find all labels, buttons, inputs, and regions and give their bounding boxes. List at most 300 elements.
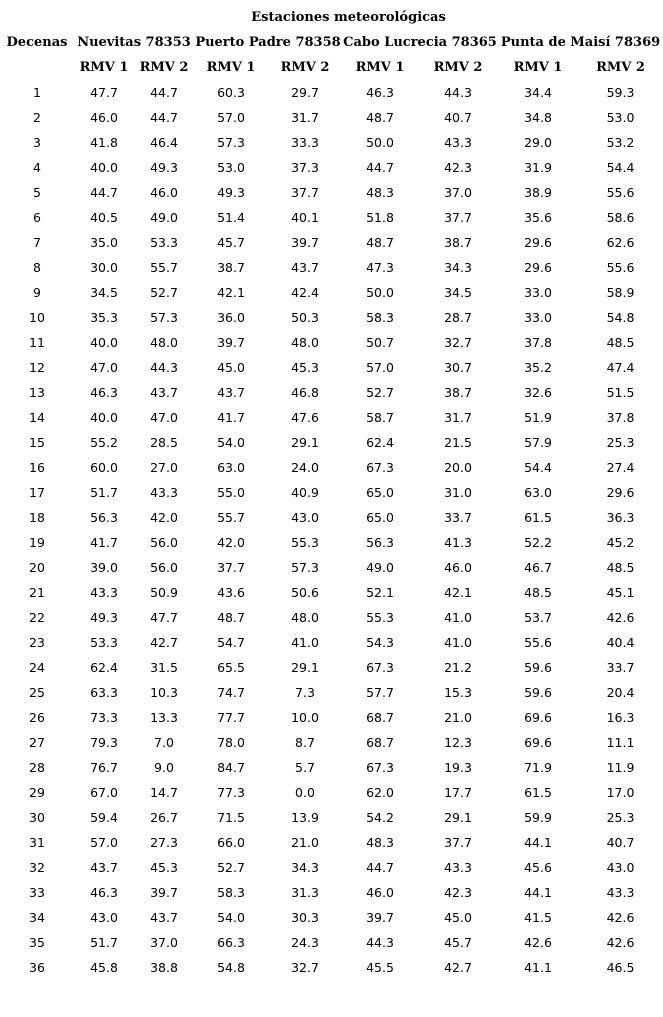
value-cell: 50.7: [366, 335, 394, 350]
value-cell: 45.0: [217, 360, 245, 375]
sub-header-row: [0, 55, 663, 80]
sub-header-rmv: RMV 1: [355, 60, 405, 75]
table-row: [0, 705, 663, 730]
table-row: [0, 805, 663, 830]
station-header-punta-de-maisi: Punta de Maisí 78369: [500, 35, 661, 50]
value-cell: 54.2: [366, 810, 394, 825]
station-header-cabo-lucrecia: Cabo Lucrecia 78365: [343, 35, 497, 50]
decena-number-cell: 27: [29, 735, 45, 750]
value-cell: 62.4: [366, 435, 394, 450]
value-cell: 40.7: [444, 110, 472, 125]
decena-number-cell: 19: [29, 535, 45, 550]
table-row: [0, 730, 663, 755]
value-cell: 31.9: [524, 160, 552, 175]
value-cell: 53.0: [606, 110, 635, 125]
decena-number-cell: 21: [29, 585, 45, 600]
value-cell: 42.1: [444, 585, 472, 600]
value-cell: 43.6: [217, 585, 245, 600]
value-cell: 39.7: [291, 235, 319, 250]
value-cell: 39.0: [90, 560, 118, 575]
decena-number-cell: 25: [29, 685, 45, 700]
value-cell: 44.7: [150, 85, 178, 100]
value-cell: 54.8: [217, 960, 245, 975]
sub-header-rmv: RMV 1: [206, 60, 256, 75]
table-row: [0, 505, 663, 530]
value-cell: 39.7: [217, 335, 245, 350]
value-cell: 43.3: [444, 135, 472, 150]
decena-number-cell: 23: [29, 635, 45, 650]
value-cell: 33.3: [291, 135, 319, 150]
value-cell: 67.3: [366, 760, 394, 775]
table-row: [0, 155, 663, 180]
decena-number-cell: 1: [33, 85, 41, 100]
value-cell: 66.3: [217, 935, 245, 950]
value-cell: 52.7: [150, 285, 178, 300]
value-cell: 27.4: [606, 460, 635, 475]
value-cell: 55.7: [150, 260, 178, 275]
value-cell: 20.4: [606, 685, 635, 700]
value-cell: 44.1: [524, 885, 552, 900]
value-cell: 65.5: [217, 660, 245, 675]
value-cell: 10.0: [291, 710, 319, 725]
table-row: [0, 355, 663, 380]
value-cell: 33.7: [606, 660, 635, 675]
value-cell: 58.3: [217, 885, 245, 900]
value-cell: 40.7: [606, 835, 635, 850]
value-cell: 44.1: [524, 835, 552, 850]
value-cell: 63.3: [90, 685, 118, 700]
value-cell: 56.3: [90, 510, 118, 525]
value-cell: 37.8: [606, 410, 635, 425]
value-cell: 33.0: [524, 310, 552, 325]
value-cell: 74.7: [217, 685, 245, 700]
value-cell: 62.6: [606, 235, 635, 250]
decena-number-cell: 29: [29, 785, 45, 800]
value-cell: 48.7: [217, 610, 245, 625]
value-cell: 58.9: [606, 285, 635, 300]
value-cell: 57.7: [366, 685, 394, 700]
value-cell: 37.7: [217, 560, 245, 575]
value-cell: 61.5: [524, 510, 552, 525]
value-cell: 63.0: [524, 485, 552, 500]
value-cell: 54.4: [606, 160, 635, 175]
value-cell: 54.8: [606, 310, 635, 325]
value-cell: 43.3: [90, 585, 118, 600]
value-cell: 50.3: [291, 310, 319, 325]
value-cell: 56.0: [150, 535, 178, 550]
value-cell: 66.0: [217, 835, 245, 850]
table-row: [0, 955, 663, 980]
value-cell: 42.1: [217, 285, 245, 300]
value-cell: 45.2: [606, 535, 635, 550]
value-cell: 51.9: [524, 410, 552, 425]
value-cell: 50.9: [150, 585, 178, 600]
value-cell: 79.3: [90, 735, 118, 750]
value-cell: 31.5: [150, 660, 178, 675]
decena-number-cell: 12: [29, 360, 45, 375]
table-row: [0, 230, 663, 255]
value-cell: 43.3: [150, 485, 178, 500]
value-cell: 54.0: [217, 910, 245, 925]
value-cell: 31.3: [291, 885, 319, 900]
value-cell: 38.8: [150, 960, 178, 975]
title-row: [0, 5, 663, 30]
decena-number-cell: 30: [29, 810, 45, 825]
table-row: [0, 530, 663, 555]
value-cell: 10.3: [150, 685, 178, 700]
decena-number-cell: 15: [29, 435, 45, 450]
value-cell: 40.0: [90, 160, 118, 175]
value-cell: 55.6: [606, 185, 635, 200]
decena-number-cell: 26: [29, 710, 45, 725]
decena-number-cell: 13: [29, 385, 45, 400]
value-cell: 35.3: [90, 310, 118, 325]
value-cell: 29.1: [444, 810, 472, 825]
decena-number-cell: 11: [29, 335, 45, 350]
decena-number-cell: 32: [29, 860, 45, 875]
station-header-row: [0, 30, 663, 55]
value-cell: 37.7: [444, 210, 472, 225]
value-cell: 53.2: [606, 135, 635, 150]
decenas-header: Decenas: [6, 35, 68, 50]
value-cell: 43.7: [150, 385, 178, 400]
value-cell: 35.6: [524, 210, 552, 225]
table-row: [0, 780, 663, 805]
value-cell: 30.0: [90, 260, 118, 275]
decena-number-cell: 28: [29, 760, 45, 775]
value-cell: 59.4: [90, 810, 118, 825]
value-cell: 29.1: [291, 660, 319, 675]
value-cell: 47.7: [90, 85, 118, 100]
value-cell: 54.4: [524, 460, 552, 475]
table-row: [0, 305, 663, 330]
weather-stations-table: [0, 5, 663, 980]
value-cell: 14.7: [150, 785, 178, 800]
value-cell: 34.3: [291, 860, 319, 875]
value-cell: 17.7: [444, 785, 472, 800]
value-cell: 42.3: [444, 160, 472, 175]
value-cell: 45.8: [90, 960, 118, 975]
value-cell: 78.0: [217, 735, 245, 750]
value-cell: 52.2: [524, 535, 552, 550]
value-cell: 57.0: [217, 110, 245, 125]
value-cell: 55.3: [366, 610, 394, 625]
value-cell: 50.6: [291, 585, 319, 600]
value-cell: 59.6: [524, 685, 552, 700]
value-cell: 42.0: [217, 535, 245, 550]
value-cell: 30.7: [444, 360, 472, 375]
value-cell: 41.5: [524, 910, 552, 925]
value-cell: 41.1: [524, 960, 552, 975]
value-cell: 56.3: [366, 535, 394, 550]
value-cell: 41.0: [444, 635, 472, 650]
table-row: [0, 680, 663, 705]
value-cell: 27.3: [150, 835, 178, 850]
decena-number-cell: 6: [33, 210, 41, 225]
value-cell: 21.0: [291, 835, 319, 850]
value-cell: 13.3: [150, 710, 178, 725]
value-cell: 52.7: [366, 385, 394, 400]
value-cell: 44.3: [366, 935, 394, 950]
value-cell: 44.7: [366, 160, 394, 175]
value-cell: 44.7: [90, 185, 118, 200]
value-cell: 39.7: [366, 910, 394, 925]
value-cell: 31.7: [444, 410, 472, 425]
value-cell: 60.0: [90, 460, 118, 475]
value-cell: 0.0: [295, 785, 315, 800]
value-cell: 48.5: [606, 335, 635, 350]
value-cell: 43.3: [606, 885, 635, 900]
value-cell: 41.8: [90, 135, 118, 150]
value-cell: 47.3: [366, 260, 394, 275]
table-row: [0, 655, 663, 680]
value-cell: 55.3: [291, 535, 319, 550]
value-cell: 46.3: [366, 85, 394, 100]
value-cell: 49.3: [217, 185, 245, 200]
value-cell: 44.7: [366, 860, 394, 875]
value-cell: 37.7: [444, 835, 472, 850]
value-cell: 13.9: [291, 810, 319, 825]
value-cell: 52.7: [217, 860, 245, 875]
value-cell: 55.7: [217, 510, 245, 525]
table-row: [0, 105, 663, 130]
decena-number-cell: 20: [29, 560, 45, 575]
station-header-nuevitas: Nuevitas 78353: [77, 35, 191, 50]
value-cell: 77.3: [217, 785, 245, 800]
table-body: [0, 80, 663, 980]
value-cell: 65.0: [366, 485, 394, 500]
value-cell: 44.3: [444, 85, 472, 100]
decena-number-cell: 33: [29, 885, 45, 900]
table-row: [0, 480, 663, 505]
value-cell: 42.6: [606, 910, 635, 925]
value-cell: 49.0: [150, 210, 178, 225]
value-cell: 11.9: [606, 760, 635, 775]
value-cell: 17.0: [606, 785, 635, 800]
value-cell: 43.7: [90, 860, 118, 875]
table-row: [0, 880, 663, 905]
table-row: [0, 330, 663, 355]
value-cell: 50.0: [366, 135, 394, 150]
value-cell: 5.7: [295, 760, 315, 775]
decena-number-cell: 36: [29, 960, 45, 975]
value-cell: 19.3: [444, 760, 472, 775]
value-cell: 53.3: [150, 235, 178, 250]
value-cell: 38.7: [217, 260, 245, 275]
value-cell: 76.7: [90, 760, 118, 775]
value-cell: 21.0: [444, 710, 472, 725]
table-row: [0, 205, 663, 230]
value-cell: 58.6: [606, 210, 635, 225]
value-cell: 34.8: [524, 110, 552, 125]
value-cell: 71.9: [524, 760, 552, 775]
value-cell: 68.7: [366, 710, 394, 725]
value-cell: 46.4: [150, 135, 178, 150]
value-cell: 29.1: [291, 435, 319, 450]
value-cell: 47.0: [150, 410, 178, 425]
value-cell: 47.6: [291, 410, 319, 425]
value-cell: 41.7: [90, 535, 118, 550]
value-cell: 48.5: [606, 560, 635, 575]
value-cell: 53.7: [524, 610, 552, 625]
sub-header-rmv: RMV 2: [596, 60, 645, 75]
value-cell: 27.0: [150, 460, 178, 475]
sub-header-rmv: RMV 1: [513, 60, 563, 75]
value-cell: 68.7: [366, 735, 394, 750]
value-cell: 29.6: [524, 260, 552, 275]
sub-header-rmv: RMV 2: [139, 60, 189, 75]
value-cell: 46.3: [90, 885, 118, 900]
value-cell: 48.5: [524, 585, 552, 600]
decena-number-cell: 9: [33, 285, 41, 300]
value-cell: 54.7: [217, 635, 245, 650]
value-cell: 40.0: [90, 410, 118, 425]
value-cell: 37.0: [444, 185, 472, 200]
value-cell: 45.0: [444, 910, 472, 925]
value-cell: 15.3: [444, 685, 472, 700]
value-cell: 49.3: [150, 160, 178, 175]
value-cell: 57.3: [217, 135, 245, 150]
value-cell: 46.0: [366, 885, 394, 900]
value-cell: 25.3: [606, 810, 635, 825]
table-title: Estaciones meteorológicas: [251, 10, 446, 25]
value-cell: 31.7: [291, 110, 319, 125]
value-cell: 8.7: [295, 735, 315, 750]
decena-number-cell: 35: [29, 935, 45, 950]
sub-header-spacer: [0, 55, 74, 80]
value-cell: 45.6: [524, 860, 552, 875]
value-cell: 32.7: [444, 335, 472, 350]
value-cell: 28.7: [444, 310, 472, 325]
table-row: [0, 280, 663, 305]
value-cell: 55.6: [524, 635, 552, 650]
table-row: [0, 430, 663, 455]
table-row: [0, 255, 663, 280]
value-cell: 42.6: [606, 935, 635, 950]
value-cell: 59.9: [524, 810, 552, 825]
value-cell: 36.0: [217, 310, 245, 325]
table-row: [0, 855, 663, 880]
value-cell: 43.3: [444, 860, 472, 875]
value-cell: 45.3: [291, 360, 319, 375]
decena-number-cell: 10: [29, 310, 45, 325]
decena-number-cell: 22: [29, 610, 45, 625]
value-cell: 46.8: [291, 385, 319, 400]
sub-header-rmv: RMV 2: [433, 60, 483, 75]
value-cell: 9.0: [154, 760, 174, 775]
value-cell: 37.7: [291, 185, 319, 200]
value-cell: 63.0: [217, 460, 245, 475]
value-cell: 48.7: [366, 235, 394, 250]
value-cell: 32.7: [291, 960, 319, 975]
value-cell: 48.3: [366, 185, 394, 200]
decena-number-cell: 7: [33, 235, 41, 250]
decena-number-cell: 8: [33, 260, 41, 275]
table-row: [0, 930, 663, 955]
value-cell: 48.7: [366, 110, 394, 125]
value-cell: 35.2: [524, 360, 552, 375]
value-cell: 40.0: [90, 335, 118, 350]
value-cell: 50.0: [366, 285, 394, 300]
value-cell: 34.3: [444, 260, 472, 275]
value-cell: 24.3: [291, 935, 319, 950]
sub-header-rmv: RMV 1: [79, 60, 129, 75]
value-cell: 43.7: [291, 260, 319, 275]
value-cell: 37.0: [150, 935, 178, 950]
value-cell: 55.2: [90, 435, 118, 450]
table-row: [0, 630, 663, 655]
value-cell: 38.9: [524, 185, 552, 200]
value-cell: 73.3: [90, 710, 118, 725]
value-cell: 65.0: [366, 510, 394, 525]
value-cell: 59.6: [524, 660, 552, 675]
value-cell: 77.7: [217, 710, 245, 725]
value-cell: 24.0: [291, 460, 319, 475]
value-cell: 55.0: [217, 485, 245, 500]
value-cell: 49.3: [90, 610, 118, 625]
value-cell: 29.0: [524, 135, 552, 150]
table-row: [0, 905, 663, 930]
value-cell: 48.0: [150, 335, 178, 350]
value-cell: 53.0: [217, 160, 245, 175]
value-cell: 49.0: [366, 560, 394, 575]
table-row: [0, 755, 663, 780]
decena-number-cell: 2: [33, 110, 41, 125]
value-cell: 26.7: [150, 810, 178, 825]
value-cell: 56.0: [150, 560, 178, 575]
value-cell: 29.6: [606, 485, 635, 500]
value-cell: 43.0: [606, 860, 635, 875]
value-cell: 61.5: [524, 785, 552, 800]
value-cell: 58.7: [366, 410, 394, 425]
value-cell: 46.0: [150, 185, 178, 200]
value-cell: 41.0: [291, 635, 319, 650]
value-cell: 60.3: [217, 85, 245, 100]
value-cell: 45.7: [444, 935, 472, 950]
decena-number-cell: 17: [29, 485, 45, 500]
value-cell: 42.7: [444, 960, 472, 975]
value-cell: 28.5: [150, 435, 178, 450]
value-cell: 42.0: [150, 510, 178, 525]
value-cell: 20.0: [444, 460, 472, 475]
value-cell: 43.0: [90, 910, 118, 925]
table-row: [0, 405, 663, 430]
value-cell: 38.7: [444, 235, 472, 250]
value-cell: 40.1: [291, 210, 319, 225]
decena-number-cell: 16: [29, 460, 45, 475]
value-cell: 55.6: [606, 260, 635, 275]
value-cell: 45.3: [150, 860, 178, 875]
value-cell: 48.0: [291, 610, 319, 625]
value-cell: 67.0: [90, 785, 118, 800]
value-cell: 71.5: [217, 810, 245, 825]
value-cell: 51.4: [217, 210, 245, 225]
value-cell: 21.5: [444, 435, 472, 450]
value-cell: 48.3: [366, 835, 394, 850]
value-cell: 37.8: [524, 335, 552, 350]
table-row: [0, 605, 663, 630]
value-cell: 34.5: [444, 285, 472, 300]
value-cell: 45.1: [606, 585, 635, 600]
value-cell: 42.6: [606, 610, 635, 625]
value-cell: 34.5: [90, 285, 118, 300]
value-cell: 16.3: [606, 710, 635, 725]
value-cell: 12.3: [444, 735, 472, 750]
value-cell: 7.3: [295, 685, 315, 700]
value-cell: 41.7: [217, 410, 245, 425]
value-cell: 51.5: [606, 385, 635, 400]
value-cell: 35.0: [90, 235, 118, 250]
